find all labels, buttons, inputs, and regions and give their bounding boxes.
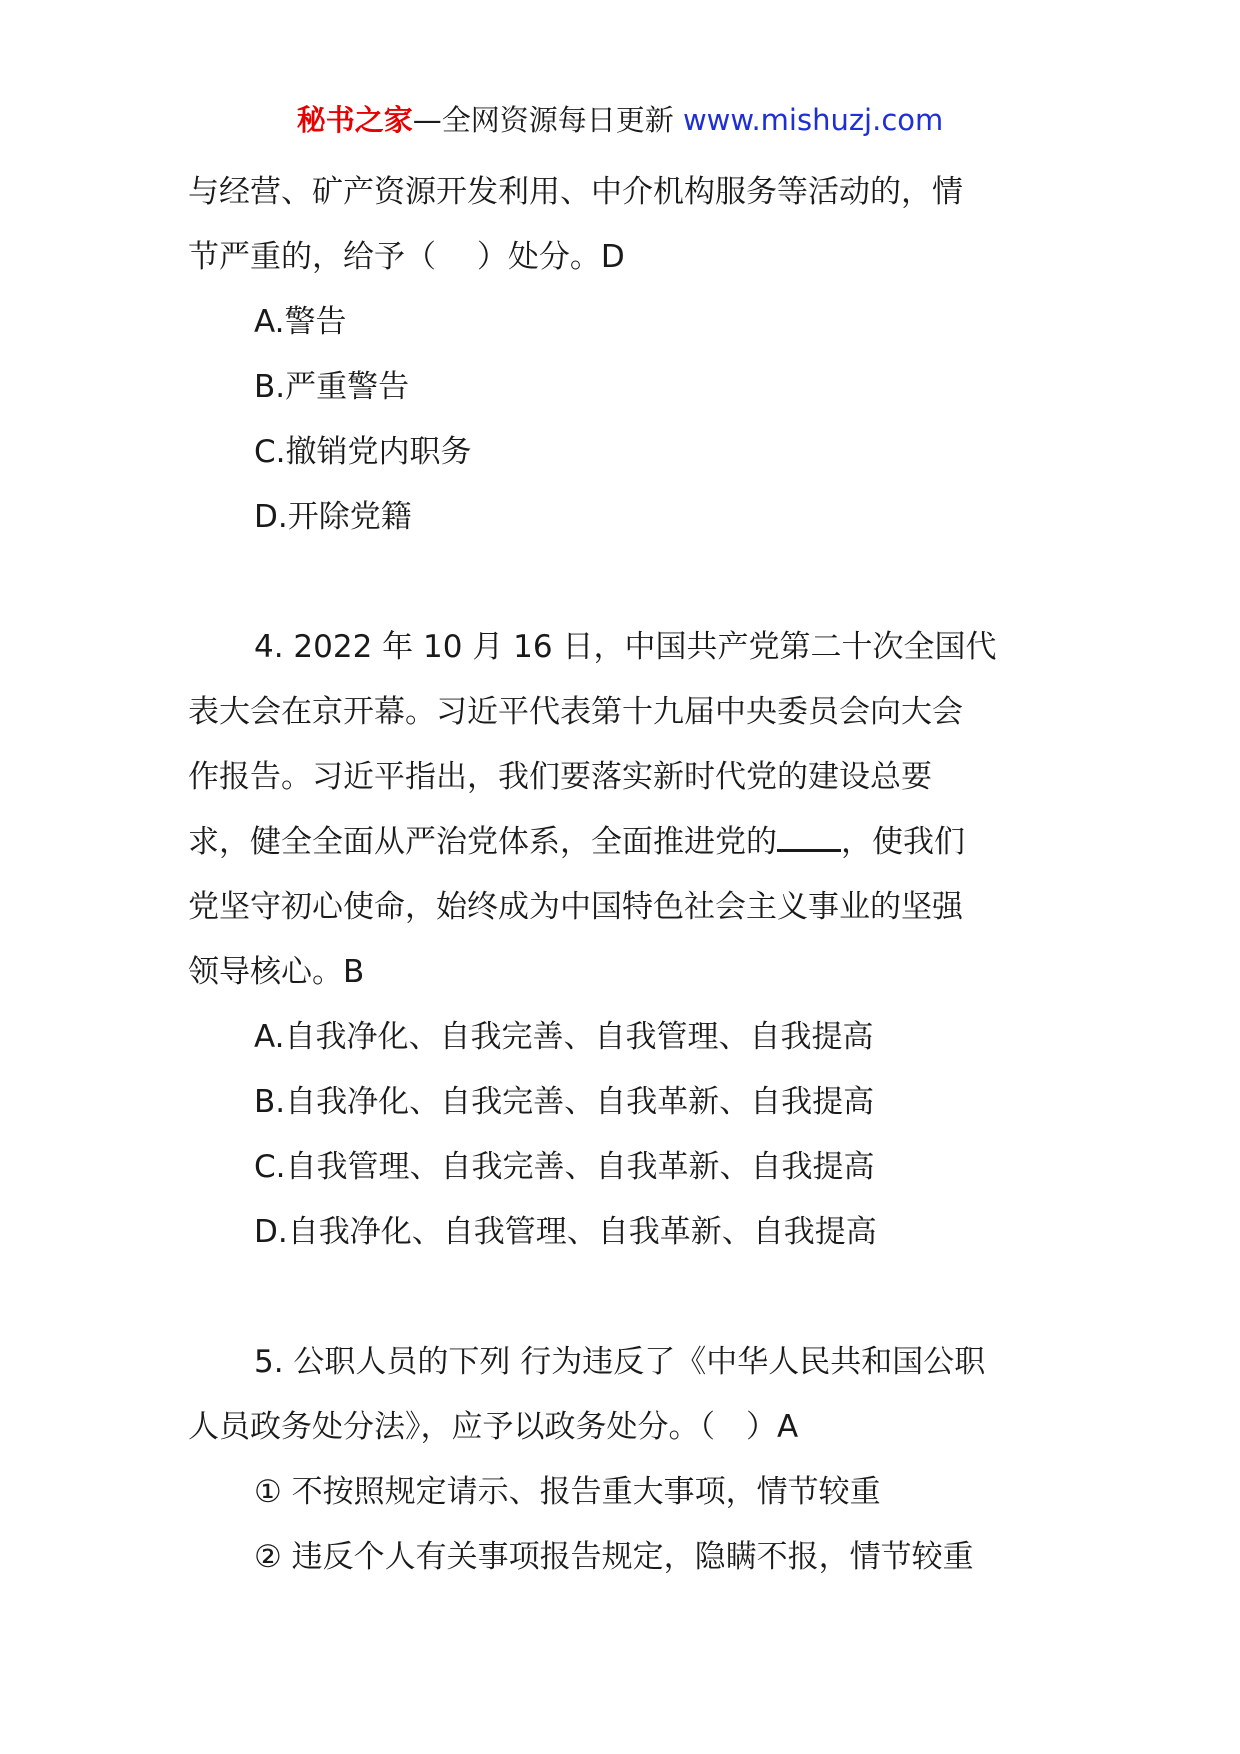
q4-line-6: 领导核心。B [188,954,365,990]
q4-line-4 [188,810,1068,875]
q4-line-2: 表大会在京开幕。习近平代表第十九届中央委员会向大会 [188,694,963,730]
q4-line-1: 4. 2022 年 10 月 16 日，中国共产党第二十次全国代 [254,629,997,665]
paragraph-gap [188,1265,1068,1330]
header-url[interactable]: www.mishuzj.com [682,103,944,137]
brand-name: 秘书之家 [296,103,413,137]
q3-option-c: C.撤销党内职务 [254,434,472,470]
q4-option-c: C.自我管理、自我完善、自我革新、自我提高 [254,1149,875,1185]
q4-option-d: D.自我净化、自我管理、自我革新、自我提高 [254,1214,877,1250]
q4-option-a: A.自我净化、自我完善、自我管理、自我提高 [254,1019,874,1055]
q3-line-1: 与经营、矿产资源开发利用、中介机构服务等活动的，情 [188,174,963,210]
q3-option-a: A.警告 [254,304,347,340]
q5-line-2: 人员政务处分法》，应予以政务处分。（ ）A [188,1409,799,1445]
q3-line-2: 节严重的，给予（ ）处分。D [188,239,625,275]
q4-line-3: 作报告。习近平指出，我们要落实新时代党的建设总要 [188,759,932,795]
q5-item-2: ② 违反个人有关事项报告规定，隐瞒不报，情节较重 [254,1539,974,1575]
q5-line-1: 5. 公职人员的下列 行为违反了《中华人民共和国公职 [254,1344,986,1380]
header-slogan: —全网资源每日更新 [412,103,683,137]
q5-item-1: ① 不按照规定请示、报告重大事项，情节较重 [254,1474,881,1510]
document-body [188,160,1068,1590]
page-header [0,100,1240,140]
q4-line-4-before: 求，健全全面从严治党体系，全面推进党的 [188,824,777,860]
paragraph-gap [188,550,1068,615]
q3-option-b: B.严重警告 [254,369,410,405]
q4-line-5: 党坚守初心使命，始终成为中国特色社会主义事业的坚强 [188,889,963,925]
fill-blank [777,823,841,852]
q4-option-b: B.自我净化、自我完善、自我革新、自我提高 [254,1084,875,1120]
q4-line-4-after: ，使我们 [841,824,965,860]
q3-option-d: D.开除党籍 [254,499,412,535]
